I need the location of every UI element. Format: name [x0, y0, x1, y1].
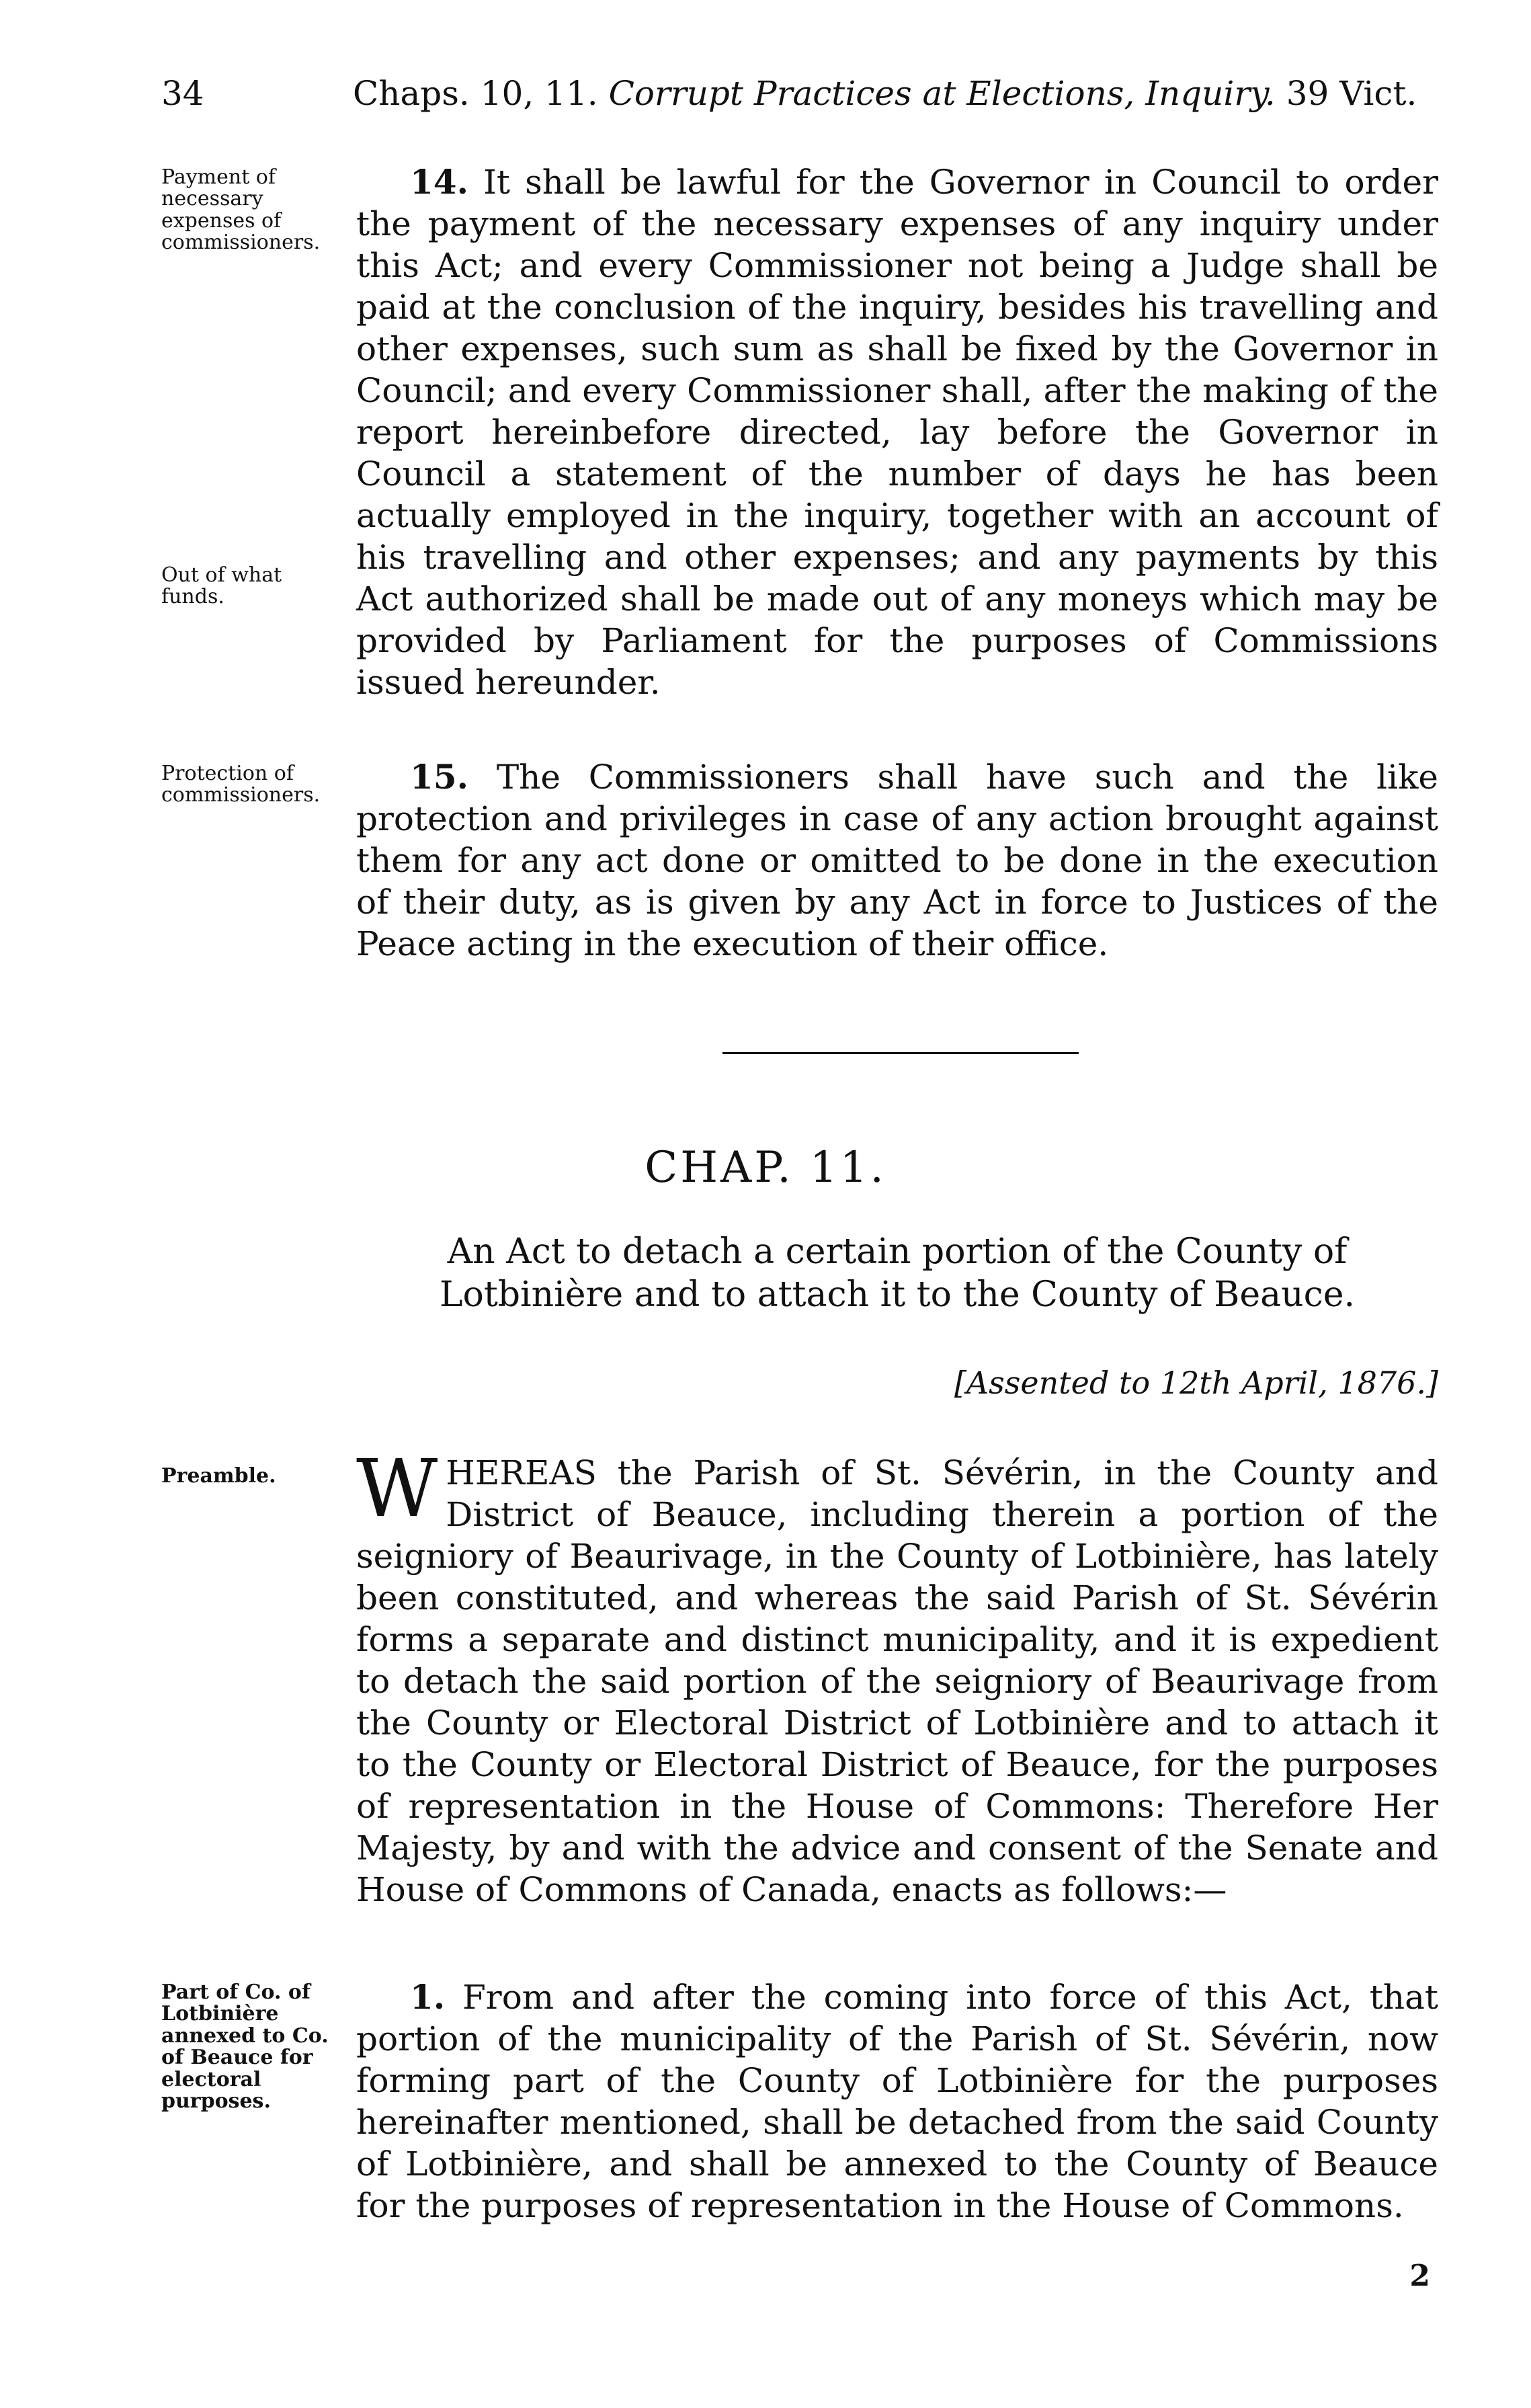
section-1-body — [356, 1976, 1438, 2226]
margin-note-preamble: Preamble. — [161, 1464, 276, 1488]
section-divider — [722, 1052, 1079, 1054]
section-14-text: It shall be lawful for the Governor in Council to order the payment of the necessary expenses of any inquiry under this Act; and every Commissioner not being a Judge shall be paid at the conclusion of the inquiry, besides his travelling and other expenses, such sum as shall be fixed by the Governor in Council; and every Commissioner shall, after the making of the report hereinbefore directed, lay before the Governor in Council a statement of the number of days he has been actually employed in the inquiry, together with an account of his travelling and other expenses; and any payments by this Act authorized shall be made out of any moneys which may be provided by Parliament for the purposes of Commissions issued hereunder. — [356, 163, 1438, 702]
preamble-body — [356, 1442, 1438, 1911]
chapter-heading: CHAP. 11. — [645, 1143, 886, 1193]
chapters-label: Chaps. 10, 11. — [353, 74, 598, 113]
preamble-text: HEREAS the Parish of St. Sévérin, in the County and District of Beauce, including therein a portion of the seigniory of Beaurivage, in the County of Lotbinière, has lately been constituted, and whereas the said Parish of St. Sévérin forms a separate and distinct municipality, and it is expedient to detach the said portion of the seigniory of Beaurivage from the County or Electoral District of Lotbinière and to attach it to the County or Electoral District of Beauce, for the purposes of representation in the House of Commons: Therefore Her Majesty, by and with the advice and consent of the Senate and House of Commons of Canada, enacts as follows:— — [356, 1453, 1438, 1909]
section-15-number: 15. — [410, 757, 468, 797]
margin-note-annexed: Part of Co. of Lotbinière annexed to Co. of Beauce for electoral purposes. — [161, 1980, 329, 2113]
margin-note-payment: Payment of necessary expenses of commissioners. — [161, 165, 321, 255]
section-1-number: 1. — [410, 1977, 446, 2017]
section-15-text: The Commissioners shall have such and the like protection and privileges in case of any action brought against them for any act done or omitted to be done in the execution of their duty, as is given by any Act in force to Justices of the Peace acting in the execution of their office. — [356, 758, 1438, 963]
assent-date — [739, 1365, 1438, 1401]
dropcap-letter: W — [356, 1442, 438, 1535]
assent-text: [Assented to 12th April, 1876.] — [954, 1365, 1438, 1401]
running-title: Corrupt Practices at Elections, Inquiry. — [608, 74, 1276, 113]
signature-mark: 2 — [1409, 2259, 1430, 2293]
section-14-number: 14. — [410, 162, 468, 202]
running-header — [161, 74, 1430, 128]
regnal-year: 39 Vict. — [1286, 74, 1417, 113]
running-head — [353, 74, 1417, 113]
section-15-body — [356, 756, 1438, 965]
section-1-text: From and after the coming into force of this Act, that portion of the municipality of the Parish of St. Sévérin, now forming part of the County of Lotbinière for the purposes hereinafter mentioned, shall be detached from the said County of Lotbinière, and shall be annexed to the County of Beauce for the purposes of representation in the House of Commons. — [356, 1978, 1438, 2225]
act-title: An Act to detach a certain portion of the County of Lotbinière and to attach it to the County of Beauce. — [439, 1232, 1356, 1315]
margin-note-funds: Out of what funds. — [161, 563, 282, 609]
margin-note-protection: Protection of commissioners. — [161, 762, 321, 807]
section-14-body — [356, 161, 1438, 703]
page-number: 34 — [161, 74, 204, 113]
